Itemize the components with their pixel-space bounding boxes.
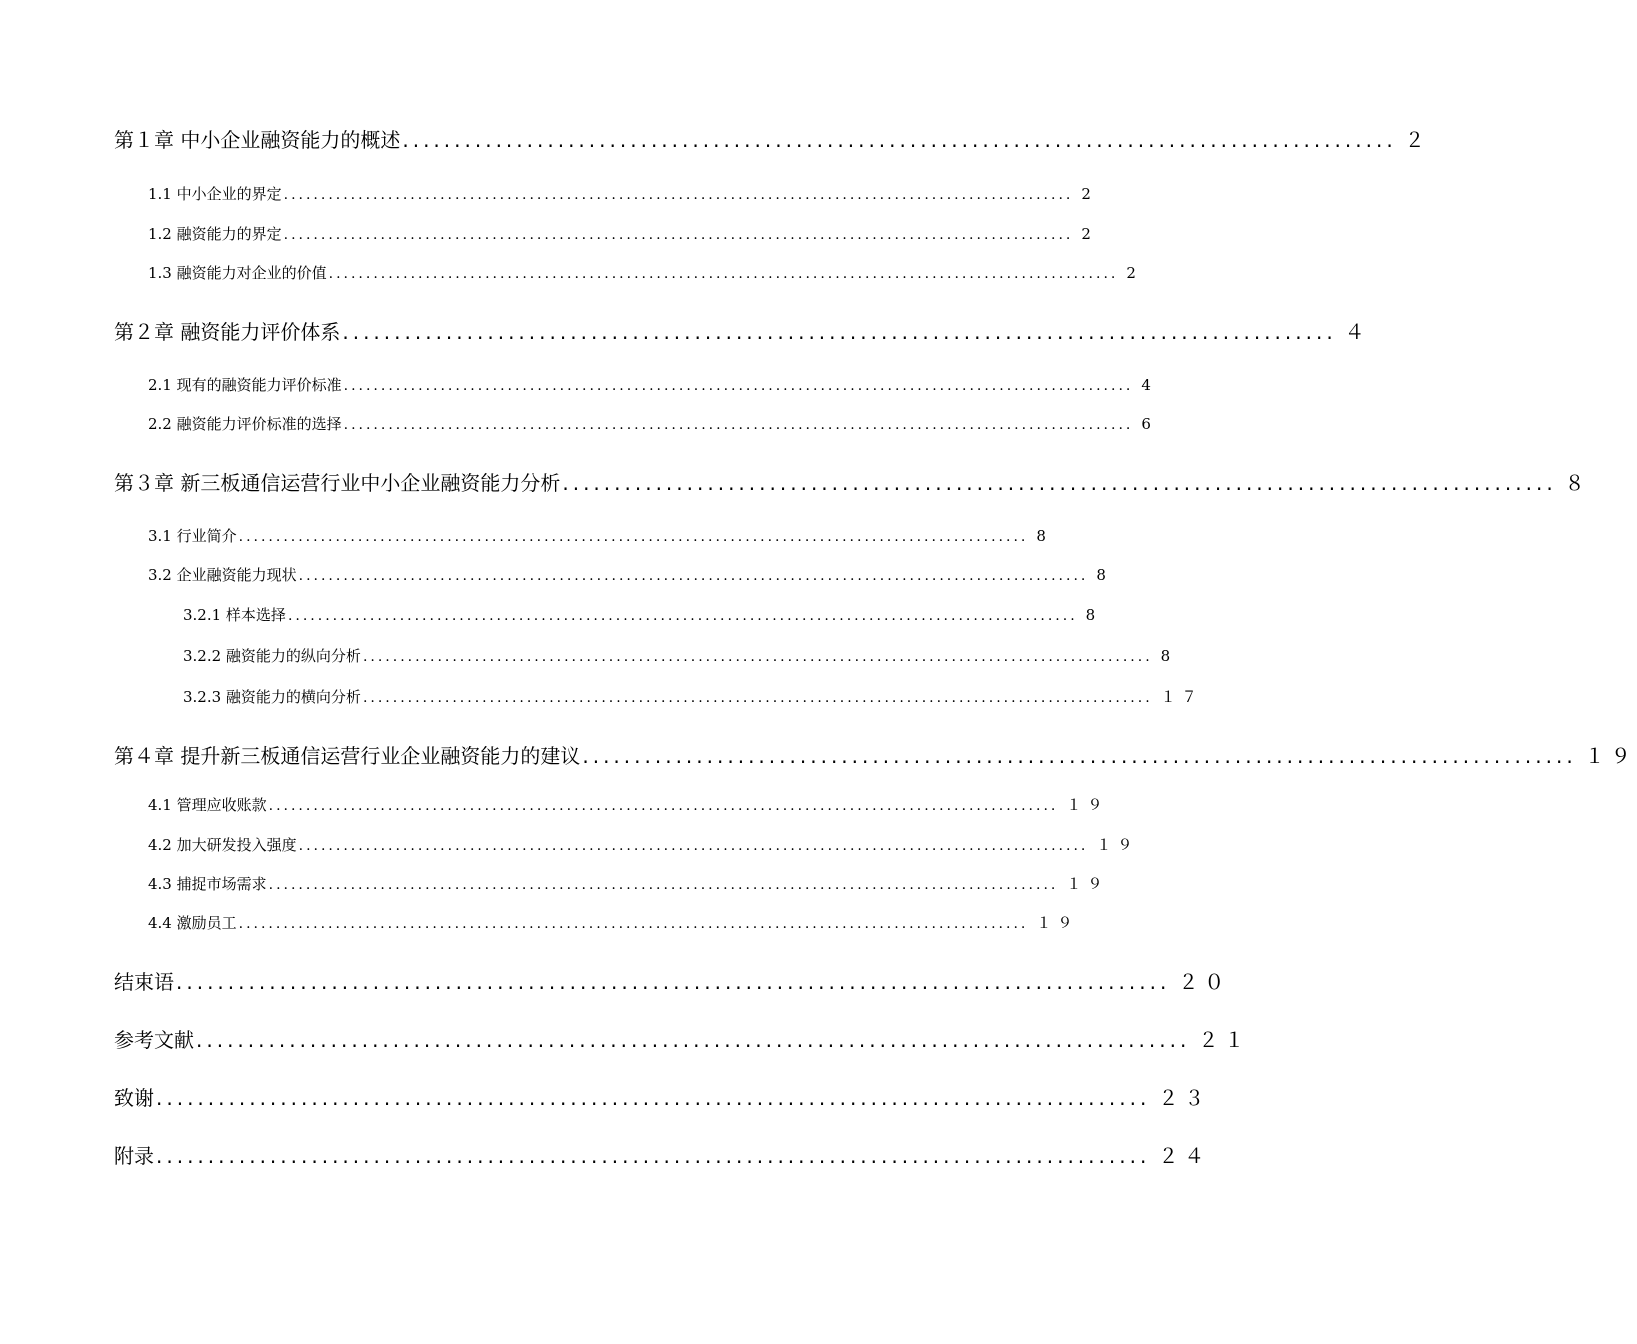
toc-entry-1-2[interactable] bbox=[148, 223, 1097, 244]
dot-leader: .......................................................................................................... bbox=[283, 227, 1074, 243]
toc-entry-label: 4.1 管理应收账款 bbox=[148, 796, 267, 814]
toc-entry-3-2-2[interactable] bbox=[183, 645, 1177, 666]
dot-leader: ................................................................................................ bbox=[156, 1086, 1151, 1110]
dot-leader: .......................................................................................................... bbox=[238, 916, 1029, 932]
toc-entry-label: 结束语 bbox=[114, 970, 174, 994]
toc-entry-label: 1.3 融资能力对企业的价值 bbox=[148, 264, 327, 282]
toc-entry-4-3[interactable] bbox=[148, 873, 1109, 894]
dot-leader: .......................................................................................................... bbox=[298, 838, 1089, 854]
toc-page-number: ８ bbox=[1564, 471, 1591, 495]
toc-page-number: 2 bbox=[1081, 225, 1097, 243]
dot-leader: .......................................................................................................... bbox=[362, 649, 1153, 665]
toc-entry-label: 3.2 企业融资能力现状 bbox=[148, 566, 297, 584]
toc-entry-1-3[interactable] bbox=[148, 262, 1142, 283]
toc-page-number: 8 bbox=[1085, 606, 1102, 624]
toc-entry-label: 附录 bbox=[114, 1144, 154, 1168]
dot-leader: .......................................................................................................... bbox=[283, 187, 1074, 203]
toc-page-number: ４ bbox=[1344, 320, 1371, 344]
toc-page-number: １７ bbox=[1160, 688, 1203, 706]
toc-entry-label: 3.2.1 样本选择 bbox=[183, 606, 286, 624]
toc-page-number: １９ bbox=[1096, 836, 1139, 854]
dot-leader: ................................................................................................ bbox=[196, 1028, 1191, 1052]
toc-entry-label: 3.2.3 融资能力的横向分析 bbox=[183, 688, 361, 706]
toc-entry-label: 1.2 融资能力的界定 bbox=[148, 225, 282, 243]
toc-page-number: １９ bbox=[1036, 914, 1079, 932]
dot-leader: ................................................................................................ bbox=[562, 471, 1557, 495]
toc-entry-2-1[interactable] bbox=[148, 374, 1157, 395]
toc-page-number: 8 bbox=[1160, 647, 1177, 665]
dot-leader: .......................................................................................................... bbox=[238, 529, 1029, 545]
toc-entry-label: 3.2.2 融资能力的纵向分析 bbox=[183, 647, 361, 665]
dot-leader: .......................................................................................................... bbox=[362, 690, 1153, 706]
toc-entry-label: 1.1 中小企业的界定 bbox=[148, 185, 282, 203]
toc-entry-3-1[interactable] bbox=[148, 525, 1052, 546]
toc-page-number: 2 bbox=[1126, 264, 1142, 282]
toc-page-number: ２１ bbox=[1198, 1028, 1251, 1052]
toc-entry-label: 3.1 行业简介 bbox=[148, 527, 237, 545]
toc-entry-label: 4.2 加大研发投入强度 bbox=[148, 836, 297, 854]
toc-entry-4-4[interactable] bbox=[148, 912, 1079, 933]
dot-leader: ................................................................................................ bbox=[342, 320, 1337, 344]
toc-page-number: １９ bbox=[1584, 744, 1637, 768]
toc-entry-3-2[interactable] bbox=[148, 564, 1112, 585]
dot-leader: ................................................................................................ bbox=[402, 128, 1397, 152]
dot-leader: ................................................................................................ bbox=[156, 1144, 1151, 1168]
toc-page-number: １９ bbox=[1066, 796, 1109, 814]
toc-entry-label: 参考文献 bbox=[114, 1028, 194, 1052]
dot-leader: .......................................................................................................... bbox=[343, 417, 1134, 433]
dot-leader: ................................................................................................ bbox=[582, 744, 1577, 768]
toc-entry-label: 4.4 激励员工 bbox=[148, 914, 237, 932]
toc-page-number: ２４ bbox=[1158, 1144, 1211, 1168]
toc-entry-label: 第２章 融资能力评价体系 bbox=[114, 320, 341, 344]
dot-leader: .......................................................................................................... bbox=[298, 568, 1089, 584]
toc-entry-label: 2.2 融资能力评价标准的选择 bbox=[148, 415, 342, 433]
toc-entry-4-2[interactable] bbox=[148, 834, 1139, 855]
toc-entry-1-1[interactable] bbox=[148, 183, 1097, 204]
toc-entry-references[interactable] bbox=[114, 1024, 1251, 1053]
toc-page-number: 2 bbox=[1081, 185, 1097, 203]
toc-entry-label: 第３章 新三板通信运营行业中小企业融资能力分析 bbox=[114, 471, 561, 495]
toc-entry-chapter-4[interactable] bbox=[114, 740, 1637, 769]
toc-page-number: ２３ bbox=[1158, 1086, 1211, 1110]
toc-page-number: ２０ bbox=[1178, 970, 1231, 994]
toc-page-number: 6 bbox=[1141, 415, 1157, 433]
dot-leader: .......................................................................................................... bbox=[268, 798, 1059, 814]
toc-page-number: １９ bbox=[1066, 875, 1109, 893]
dot-leader: .......................................................................................................... bbox=[287, 608, 1078, 624]
toc-page-number: 8 bbox=[1036, 527, 1052, 545]
dot-leader: ................................................................................................ bbox=[176, 970, 1171, 994]
dot-leader: .......................................................................................................... bbox=[343, 378, 1134, 394]
toc-entry-label: 第１章 中小企业融资能力的概述 bbox=[114, 128, 401, 152]
toc-page-number: 8 bbox=[1096, 566, 1112, 584]
toc-entry-3-2-3[interactable] bbox=[183, 686, 1203, 707]
toc-entry-3-2-1[interactable] bbox=[183, 604, 1102, 625]
toc-page-number: ２ bbox=[1404, 128, 1431, 152]
toc-entry-2-2[interactable] bbox=[148, 413, 1157, 434]
toc-entry-chapter-1[interactable] bbox=[114, 124, 1431, 153]
toc-entry-chapter-2[interactable] bbox=[114, 316, 1371, 345]
toc-entry-label: 第４章 提升新三板通信运营行业企业融资能力的建议 bbox=[114, 744, 581, 768]
dot-leader: .......................................................................................................... bbox=[268, 877, 1059, 893]
toc-entry-acknowledgements[interactable] bbox=[114, 1082, 1211, 1111]
toc-page-number: 4 bbox=[1141, 376, 1157, 394]
toc-entry-chapter-3[interactable] bbox=[114, 467, 1591, 496]
toc-entry-label: 2.1 现有的融资能力评价标准 bbox=[148, 376, 342, 394]
toc-entry-label: 4.3 捕捉市场需求 bbox=[148, 875, 267, 893]
toc-entry-4-1[interactable] bbox=[148, 794, 1109, 815]
toc-entry-appendix[interactable] bbox=[114, 1140, 1211, 1169]
toc-entry-conclusion[interactable] bbox=[114, 966, 1231, 995]
toc-entry-label: 致谢 bbox=[114, 1086, 154, 1110]
dot-leader: .......................................................................................................... bbox=[328, 266, 1119, 282]
